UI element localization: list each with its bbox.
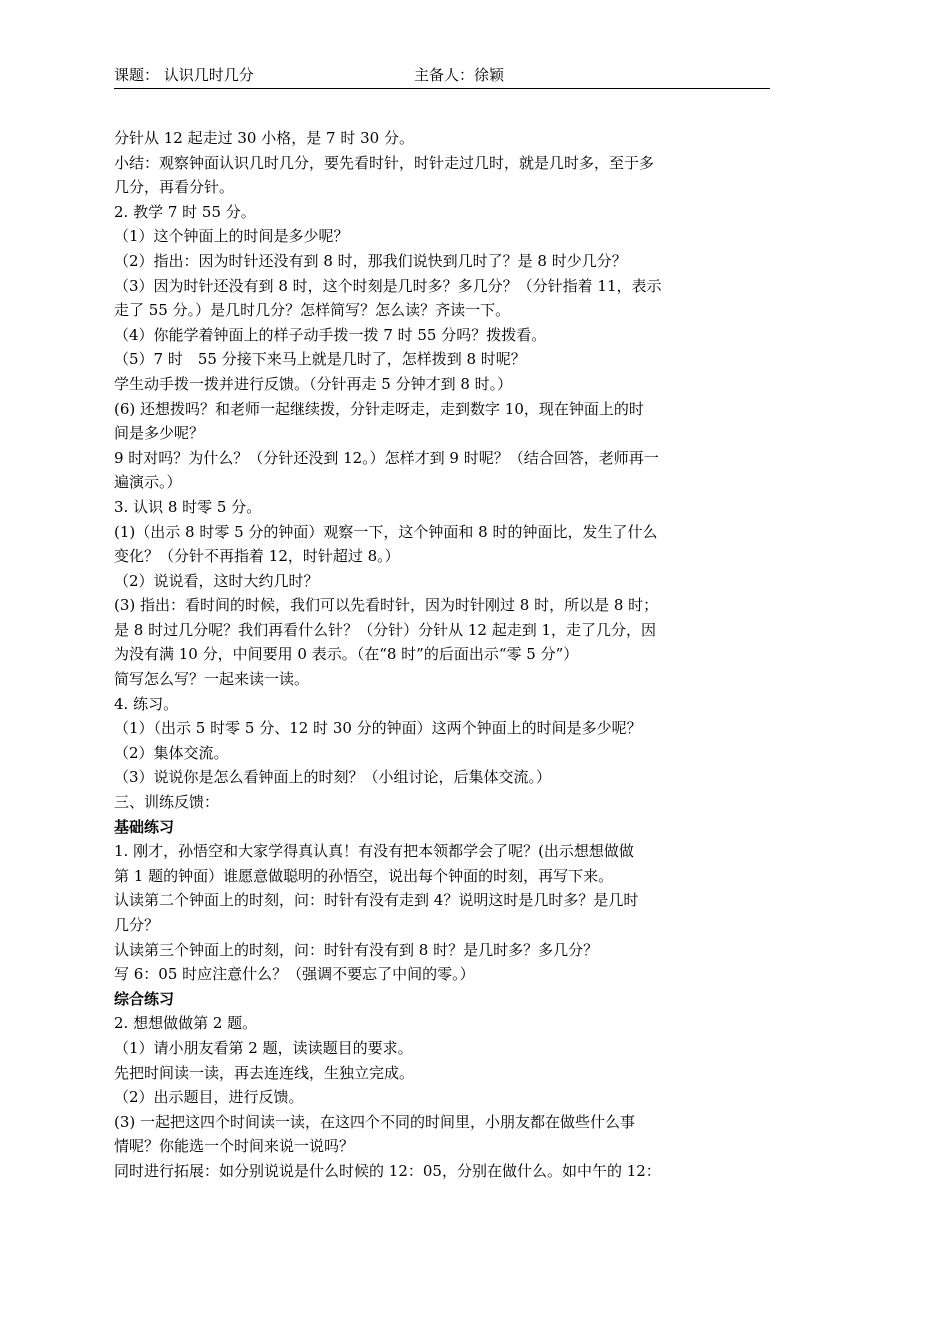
text-line: 认读第三个钟面上的时刻，问：时针有没有到 8 时？是几时多？多几分？ <box>114 940 599 959</box>
text-line: 走了 55 分。）是几时几分？怎样简写？怎么读？齐读一下。 <box>114 301 511 320</box>
text-line: （3）因为时针还没有到 8 时，这个时刻是几时多？多几分？（分针指着 11，表示 <box>114 276 662 295</box>
text-line: 同时进行拓展：如分别说说是什么时候的 12：05，分别在做什么。如中午的 12： <box>114 1161 661 1180</box>
text-line: 认读第二个钟面上的时刻，问：时针有没有走到 4？说明这时是几时多？是几时 <box>114 891 639 910</box>
lesson-author: 主备人：徐颖 <box>414 66 505 84</box>
text-line: 学生动手拨一拨并进行反馈。（分针再走 5 分钟才到 8 时。） <box>114 374 513 393</box>
text-line: 几分，再看分针。 <box>114 178 235 197</box>
text-line: 为没有满 10 分，中间要用 0 表示。（在“8 时”的后面出示“零 5 分”） <box>114 645 579 664</box>
text-line: 4. 练习。 <box>114 694 179 713</box>
text-line: 遍演示。） <box>114 473 182 492</box>
text-line: 小结：观察钟面认识几时几分，要先看时针，时针走过几时，就是几时多，至于多 <box>114 153 655 172</box>
text-line: 分针从 12 起走过 30 小格，是 7 时 30 分。 <box>114 129 414 147</box>
text-line: 2. 想想做做第 2 题。 <box>114 1014 258 1033</box>
text-line: (3) 一起把这四个时间读一读，在这四个不同的时间里，小朋友都在做些什么事 <box>114 1112 636 1131</box>
text-line: 间是多少呢？ <box>114 424 205 443</box>
page-header <box>114 64 770 89</box>
text-line: 9 时对吗？为什么？（分针还没到 12。）怎样才到 9 时呢？（结合回答，老师再一 <box>114 448 659 467</box>
text-line: 简写怎么写？一起来读一读。 <box>114 670 310 689</box>
document-body <box>114 126 774 1184</box>
text-line: （3）说说你是怎么看钟面上的时刻？（小组讨论，后集体交流。） <box>114 768 552 787</box>
text-line: 第 1 题的钟面）谁愿意做聪明的孙悟空，说出每个钟面的时刻，再写下来。 <box>114 866 614 885</box>
section-heading: 基础练习 <box>114 817 175 836</box>
text-line: 2. 教学 7 时 55 分。 <box>114 202 256 221</box>
section-heading: 综合练习 <box>114 989 175 1008</box>
text-line: （2）指出：因为时针还没有到 8 时，那我们说快到几时了？是 8 时少几分？ <box>114 251 627 270</box>
lesson-topic: 课题： 认识几时几分 <box>114 66 254 84</box>
text-line: 情呢？你能选一个时间来说一说吗？ <box>114 1137 355 1156</box>
text-line: (3) 指出：看时间的时候，我们可以先看时针，因为时针刚过 8 时，所以是 8 时； <box>114 596 659 615</box>
text-line: （1）这个钟面上的时间是多少呢？ <box>114 227 349 246</box>
text-line: 1. 刚才，孙悟空和大家学得真认真！有没有把本领都学会了呢？(出示想想做做 <box>114 842 634 861</box>
text-line: 几分？ <box>114 916 160 934</box>
text-line: （4）你能学着钟面上的样子动手拨一拨 7 时 55 分吗？拨拨看。 <box>114 325 547 344</box>
text-line: （5）7 时 55 分接下来马上就是几时了，怎样拨到 8 时呢？ <box>114 350 526 369</box>
text-line: （2）说说看，这时大约几时？ <box>114 571 319 590</box>
text-line: 3. 认识 8 时零 5 分。 <box>114 497 262 516</box>
text-line: 写 6：05 时应注意什么？（强调不要忘了中间的零。） <box>114 965 475 984</box>
text-line: （2）集体交流。 <box>114 743 229 762</box>
text-line: 是 8 时过几分呢？我们再看什么针？（分针）分针从 12 起走到 1，走了几分，因 <box>114 620 657 639</box>
text-line: （1）请小朋友看第 2 题，读读题目的要求。 <box>114 1038 413 1057</box>
text-line: (1)（出示 8 时零 5 分的钟面）观察一下，这个钟面和 8 时的钟面比，发生了什么 <box>114 522 658 541</box>
text-line: 先把时间读一读，再去连连线，生独立完成。 <box>114 1063 415 1082</box>
text-line: (6) 还想拨吗？和老师一起继续拨，分针走呀走，走到数字 10，现在钟面上的时 <box>114 399 644 418</box>
text-line: （1）（出示 5 时零 5 分、12 时 30 分的钟面）这两个钟面上的时间是多少呢？ <box>114 719 642 738</box>
text-line: （2）出示题目，进行反馈。 <box>114 1088 304 1107</box>
text-line: 变化？（分针不再指着 12，时针超过 8。） <box>114 547 400 566</box>
text-line: 三、训练反馈： <box>114 793 220 812</box>
